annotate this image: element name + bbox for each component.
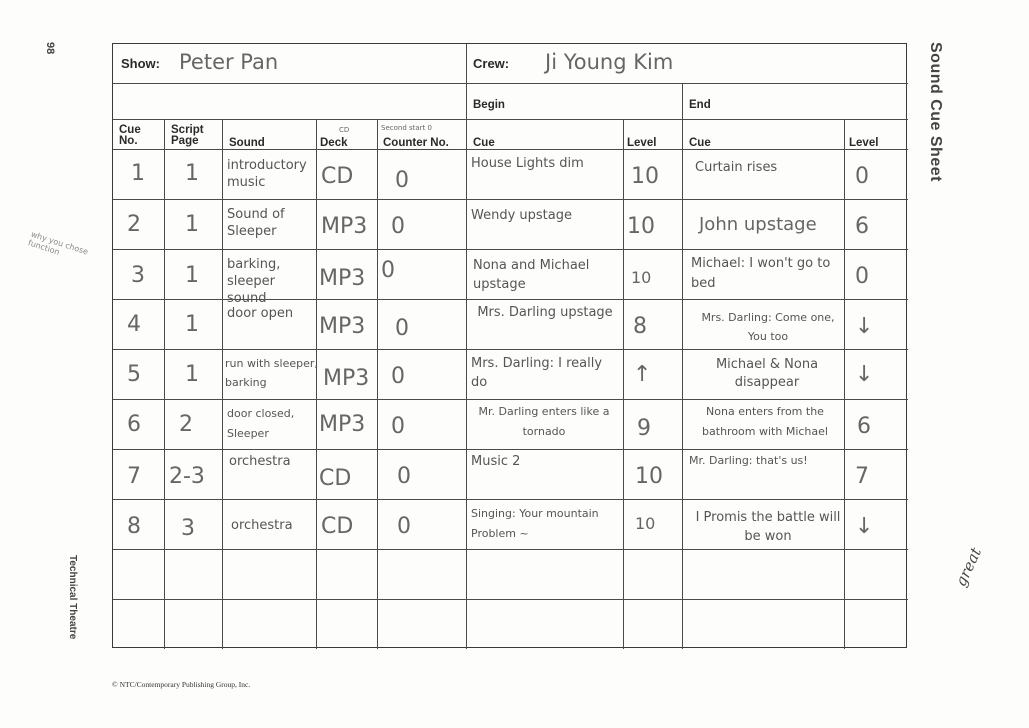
col-end-level: Level bbox=[849, 137, 879, 149]
end-level: ↓ bbox=[855, 514, 874, 539]
col-end-cue: Cue bbox=[689, 137, 711, 149]
deck-value: CD bbox=[321, 514, 354, 539]
cue-number: 6 bbox=[127, 412, 141, 437]
deck-value: MP3 bbox=[319, 412, 366, 437]
counter-value: 0 bbox=[395, 168, 409, 193]
cue-number: 5 bbox=[127, 362, 141, 387]
cue-number: 1 bbox=[131, 161, 145, 186]
page-number: 98 bbox=[44, 42, 56, 55]
deck-value: CD bbox=[319, 466, 352, 491]
script-page: 1 bbox=[185, 362, 199, 387]
end-label: End bbox=[689, 99, 711, 111]
end-level: 0 bbox=[855, 164, 869, 189]
show-value: Peter Pan bbox=[179, 50, 279, 74]
col-cue-no: Cue No. bbox=[119, 124, 141, 147]
counter-value: 0 bbox=[391, 414, 405, 439]
end-cue: Curtain rises bbox=[695, 160, 778, 175]
script-page: 1 bbox=[185, 212, 199, 237]
cue-number: 8 bbox=[127, 514, 141, 539]
script-page: 2-3 bbox=[169, 464, 205, 489]
deck-value: MP3 bbox=[323, 366, 370, 391]
begin-label: Begin bbox=[473, 99, 505, 111]
script-page: 3 bbox=[181, 516, 195, 541]
end-level: 6 bbox=[857, 414, 871, 439]
sound-description: door closed, Sleeper bbox=[227, 407, 295, 440]
sound-description: orchestra bbox=[229, 454, 291, 469]
counter-value: 0 bbox=[397, 514, 411, 539]
col-deck: Deck bbox=[320, 137, 348, 149]
begin-cue: Singing: Your mountain Problem ~ bbox=[471, 507, 599, 540]
margin-note: why you chose function bbox=[26, 229, 90, 257]
side-title: Sound Cue Sheet bbox=[927, 42, 944, 182]
begin-cue: Wendy upstage bbox=[471, 208, 572, 223]
sound-description: door open bbox=[227, 306, 294, 321]
deck-value: CD bbox=[321, 164, 354, 189]
counter-value: 0 bbox=[391, 364, 405, 389]
copyright: © NTC/Contemporary Publishing Group, Inc. bbox=[112, 680, 251, 689]
sound-description: Sound of Sleeper bbox=[227, 207, 285, 239]
deck-value: MP3 bbox=[319, 266, 366, 291]
end-cue: I Promis the battle will be won bbox=[695, 510, 841, 544]
cue-number: 4 bbox=[127, 312, 141, 337]
begin-cue: Nona and Michael upstage bbox=[473, 258, 590, 292]
end-cue: John upstage bbox=[699, 214, 817, 235]
script-page: 2 bbox=[179, 412, 193, 437]
deck-value: MP3 bbox=[319, 314, 366, 339]
end-cue: Mrs. Darling: Come one, You too bbox=[701, 311, 835, 343]
sound-description: orchestra bbox=[231, 518, 293, 533]
deck-annotation: CD bbox=[339, 126, 350, 134]
col-sound: Sound bbox=[229, 137, 265, 149]
end-cue: Michael & Nona disappear bbox=[715, 357, 819, 390]
begin-level: 10 bbox=[631, 268, 652, 287]
begin-cue: Mr. Darling enters like a tornado bbox=[478, 405, 610, 438]
col-begin-cue: Cue bbox=[473, 137, 495, 149]
counter-value: 0 bbox=[381, 258, 395, 283]
crew-value: Ji Young Kim bbox=[545, 50, 674, 74]
begin-level: 10 bbox=[635, 464, 663, 489]
grade-note: great bbox=[951, 544, 986, 590]
end-cue: Nona enters from the bathroom with Michael bbox=[702, 405, 828, 438]
begin-cue: House Lights dim bbox=[471, 156, 584, 171]
cue-number: 3 bbox=[131, 263, 145, 288]
begin-cue: Mrs. Darling: I really do bbox=[471, 356, 603, 390]
end-level: 0 bbox=[855, 264, 869, 289]
end-cue: Michael: I won't go to bed bbox=[691, 256, 831, 291]
end-level: ↓ bbox=[855, 314, 874, 339]
crew-label: Crew: bbox=[473, 56, 510, 71]
col-counter: Counter No. bbox=[383, 137, 449, 149]
counter-value: 0 bbox=[391, 214, 405, 239]
begin-level: 9 bbox=[637, 416, 651, 441]
cue-number: 7 bbox=[127, 464, 141, 489]
col-script-page: Script Page bbox=[171, 124, 204, 147]
begin-level: 8 bbox=[633, 314, 647, 339]
end-level: ↓ bbox=[855, 362, 874, 387]
end-cue: Mr. Darling: that's us! bbox=[689, 454, 808, 467]
begin-cue: Music 2 bbox=[471, 454, 521, 469]
side-footer: Technical Theatre bbox=[67, 555, 78, 640]
col-begin-level: Level bbox=[627, 137, 657, 149]
script-page: 1 bbox=[185, 263, 199, 288]
cue-sheet bbox=[112, 43, 907, 648]
begin-cue: Mrs. Darling upstage bbox=[477, 305, 613, 320]
counter-value: 0 bbox=[397, 464, 411, 489]
show-label: Show: bbox=[121, 56, 160, 71]
begin-level: 10 bbox=[635, 514, 656, 533]
counter-value: 0 bbox=[395, 316, 409, 341]
begin-level: 10 bbox=[631, 164, 659, 189]
counter-annotation: Second start 0 bbox=[381, 124, 432, 132]
deck-value: MP3 bbox=[321, 214, 368, 239]
cue-number: 2 bbox=[127, 212, 141, 237]
script-page: 1 bbox=[185, 161, 199, 186]
end-level: 6 bbox=[855, 214, 869, 239]
sound-description: barking, sleeper sound bbox=[227, 257, 281, 306]
sound-description: introductory music bbox=[227, 158, 307, 190]
end-level: 7 bbox=[855, 464, 869, 489]
script-page: 1 bbox=[185, 312, 199, 337]
begin-level: ↑ bbox=[633, 362, 652, 387]
sound-description: run with sleeper, barking bbox=[225, 357, 318, 389]
begin-level: 10 bbox=[627, 214, 655, 239]
